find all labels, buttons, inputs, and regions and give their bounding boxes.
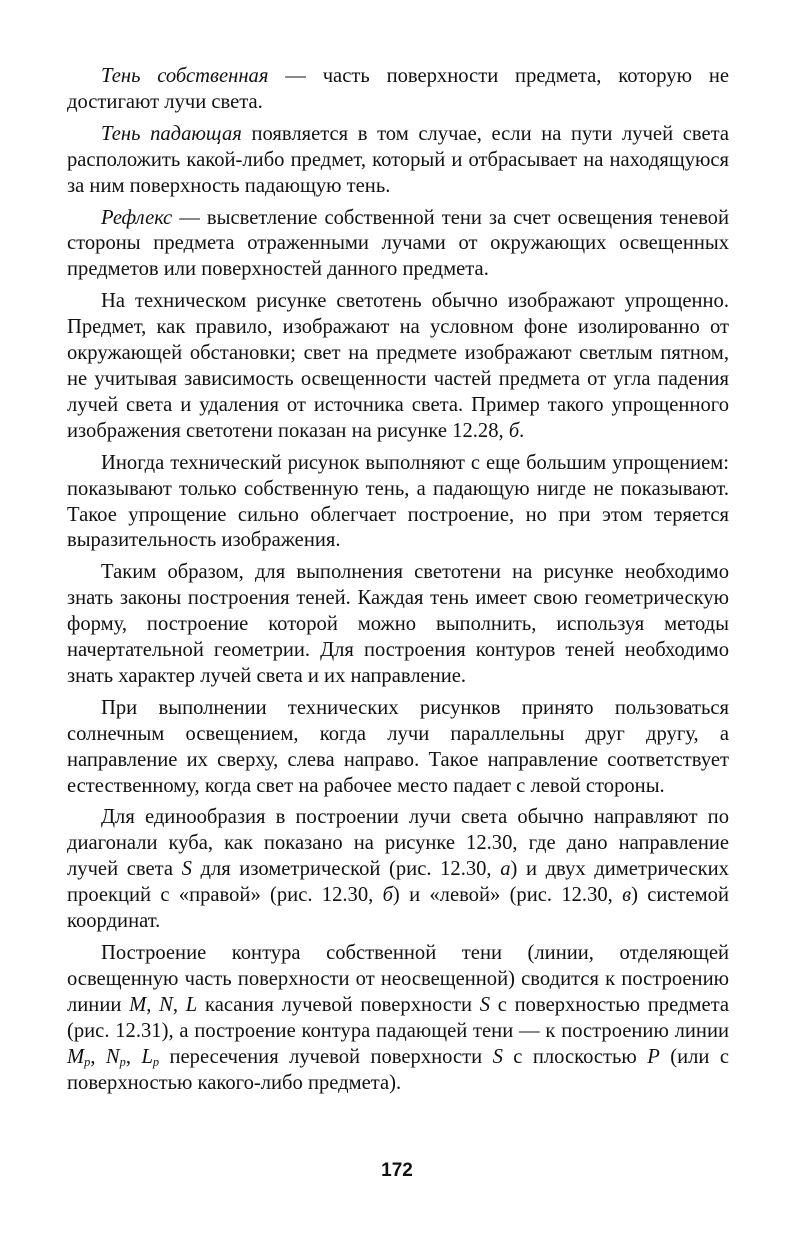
text-run: , bbox=[172, 993, 186, 1016]
text-run: , bbox=[90, 1045, 106, 1068]
paragraph bbox=[67, 941, 729, 1096]
text-run: (или с поверхностью какого-либо предмета). bbox=[67, 1045, 729, 1094]
text-run: Иногда технический рисунок выполняют с еще большим упрощением: показывают только собственную тень, а падающую нигде не показывают. Такое упрощение сильно облегчает построение, но при этом теряется выразительность изображения. bbox=[67, 451, 729, 552]
term: Тень собственная bbox=[101, 65, 269, 87]
text-run: — высветление собственной тени за счет освещения теневой стороны предмета отраженными лучами от окружающих освещенных предметов или поверхностей данного предмета. bbox=[67, 206, 729, 281]
text-run: Таким образом, для выполнения светотени на рисунке необходимо знать законы построения теней. Каждая тень имеет свою геометрическую форму, построение которой можно выполнить, используя методы начертательной геометрии. Для построения контуров теней необходимо знать характер лучей света и их направление. bbox=[67, 561, 729, 687]
text-run: , bbox=[125, 1045, 142, 1068]
italic-symbol: M bbox=[129, 993, 147, 1016]
italic-symbol: N bbox=[105, 1045, 120, 1068]
paragraph bbox=[67, 805, 729, 935]
text-run: с поверхностью предмета (рис. 12.31), а построение контура падающей тени — к построению линии bbox=[67, 993, 730, 1042]
italic-symbol: в bbox=[622, 884, 632, 907]
text-run: При выполнении технических рисунков принято пользоваться солнечным освещением, когда лучи параллельны друг другу, а направление их сверху, слева направо. Такое направление соответствует естественному, когда свет на рабочее место падает с левой стороны. bbox=[67, 696, 729, 797]
subscript: p bbox=[152, 1054, 160, 1069]
paragraph bbox=[67, 560, 729, 690]
text-run: — часть поверхности предмета, которую не достигают лучи света. bbox=[67, 65, 729, 113]
text-run: , bbox=[146, 993, 160, 1016]
text-run: касания лучевой поверхности bbox=[197, 993, 480, 1016]
italic-symbol: L bbox=[185, 993, 198, 1016]
text-run: ) системой координат. bbox=[67, 884, 729, 933]
text-run: ) и «левой» (рис. 12.30, bbox=[392, 884, 623, 907]
paragraph bbox=[67, 122, 729, 200]
term: Тень падающая bbox=[101, 122, 242, 145]
paragraph bbox=[67, 64, 729, 116]
text-run: появляется в том случае, если на пути лучей света расположить какой-либо предмет, который и отбрасывает на находящуюся за ним поверхность падающую тень. bbox=[67, 122, 730, 197]
paragraph bbox=[67, 289, 729, 444]
italic-symbol: а bbox=[500, 858, 511, 881]
italic-symbol: б bbox=[508, 419, 520, 442]
italic-symbol: N bbox=[159, 993, 173, 1016]
body-text bbox=[67, 64, 729, 1102]
italic-symbol: L bbox=[141, 1045, 153, 1068]
text-run: Построение контура собственной тени (линии, отделяющей освещенную часть поверхности от неосвещенной) сводится к построению линии bbox=[67, 942, 729, 1016]
italic-symbol: S bbox=[479, 993, 491, 1016]
paragraph bbox=[67, 451, 729, 555]
page-number: 172 bbox=[381, 1160, 413, 1181]
text-run: с плоскостью bbox=[502, 1045, 648, 1068]
subscript: p bbox=[84, 1054, 91, 1069]
paragraph bbox=[67, 696, 729, 800]
paragraph bbox=[67, 206, 729, 284]
italic-symbol: S bbox=[181, 858, 192, 881]
italic-symbol: M bbox=[67, 1045, 85, 1068]
term: Рефлекс bbox=[101, 206, 173, 229]
text-run: Для единообразия в построении лучи света обычно направляют по диагонали куба, как показано на рисунке 12.30, где дано направление лучей света bbox=[67, 806, 729, 881]
text-run: ) и двух диметрических проекций с «правой» (рис. 12.30, bbox=[67, 858, 729, 907]
text-run: для изометрической (рис. 12.30, bbox=[191, 858, 501, 881]
text-run: На техническом рисунке светотень обычно изображают упрощенно. Предмет, как правило, изображают на условном фоне изолированно от окружающей обстановки; свет на предмете изображают светлым пятном, не учитывая зависимость освещенности частей предмета от угла падения лучей света и удаления от источника света. Пример такого упрощенного изображения светотени показан на рисунке 12.28, bbox=[67, 290, 729, 442]
text-run: . bbox=[519, 419, 525, 442]
italic-symbol: P bbox=[647, 1045, 660, 1068]
italic-symbol: S bbox=[492, 1045, 503, 1068]
italic-symbol: б bbox=[382, 884, 393, 907]
subscript: p bbox=[119, 1054, 126, 1069]
text-run: пересечения лучевой поверхности bbox=[159, 1045, 493, 1068]
